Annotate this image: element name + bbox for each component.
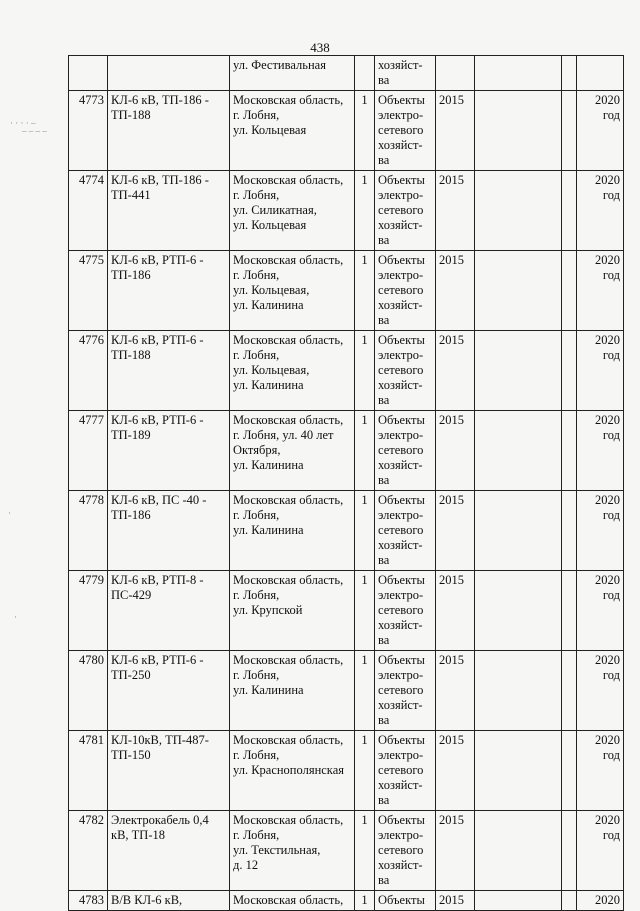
cell-number: 4777 [69,411,108,491]
cell-type: Объекты электро- сетевого хозяйст- ва [375,331,436,411]
table-row [69,491,624,571]
cell-name: КЛ-6 кВ, ТП-186 - ТП-188 [108,91,230,171]
cell-empty [475,251,562,331]
cell-year: 2015 [436,91,475,171]
cell-type: Объекты электро- сетевого хозяйст- ва [375,91,436,171]
cell-year: 2015 [436,571,475,651]
cell-quantity: 1 [355,411,375,491]
cell-year: 2015 [436,811,475,891]
cell-empty [475,171,562,251]
cell-empty [562,331,577,411]
table-row [69,811,624,891]
scan-margin-mark: – – – – [22,126,47,136]
cell-year [436,56,475,91]
table-row [69,251,624,331]
cell-type: Объекты электро- сетевого хозяйст- ва [375,411,436,491]
cell-term [577,56,624,91]
cell-type: Объекты электро- сетевого хозяйст- ва [375,571,436,651]
cell-term: 2020 год [577,651,624,731]
cell-quantity: 1 [355,491,375,571]
cell-empty [562,491,577,571]
cell-name: КЛ-6 кВ, ПС -40 - ТП-186 [108,491,230,571]
cell-quantity: 1 [355,251,375,331]
cell-number: 4775 [69,251,108,331]
cell-type: Объекты электро- сетевого хозяйст- ва [375,651,436,731]
cell-year: 2015 [436,411,475,491]
cell-empty [562,91,577,171]
table-row [69,651,624,731]
cell-quantity: 1 [355,651,375,731]
table-row [69,331,624,411]
cell-empty [475,56,562,91]
cell-name: КЛ-6 кВ, РТП-6 - ТП-186 [108,251,230,331]
cell-empty [562,651,577,731]
cell-type: Объекты электро- сетевого хозяйст- ва [375,251,436,331]
cell-name: В/В КЛ-6 кВ, [108,891,230,911]
cell-number: 4780 [69,651,108,731]
cell-year: 2015 [436,331,475,411]
table-row [69,731,624,811]
cell-address: ул. Фестивальная [230,56,355,91]
cell-empty [475,731,562,811]
cell-address: Московская область, г. Лобня, ул. Крупской [230,571,355,651]
cell-term: 2020 год [577,811,624,891]
cell-number: 4782 [69,811,108,891]
cell-address: Московская область, г. Лобня, ул. Кольцевая, ул. Калинина [230,251,355,331]
cell-address: Московская область, г. Лобня, ул. Текстильная, д. 12 [230,811,355,891]
cell-term: 2020 год [577,91,624,171]
cell-empty [562,891,577,911]
cell-term: 2020 год [577,171,624,251]
cell-year: 2015 [436,891,475,911]
cell-empty [475,891,562,911]
cell-quantity [355,56,375,91]
cell-term: 2020 год [577,331,624,411]
cell-empty [475,571,562,651]
cell-address: Московская область, [230,891,355,911]
cell-term: 2020 год [577,571,624,651]
cell-year: 2015 [436,171,475,251]
cell-empty [475,651,562,731]
scan-margin-mark: · · · · – [10,118,36,128]
cell-address: Московская область, г. Лобня, ул. Калинина [230,491,355,571]
cell-address: Московская область, г. Лобня, ул. 40 лет Октября, ул. Калинина [230,411,355,491]
cell-number: 4776 [69,331,108,411]
page-number: 438 [310,40,330,55]
cell-quantity: 1 [355,571,375,651]
cell-year: 2015 [436,651,475,731]
cell-name: КЛ-6 кВ, РТП-6 - ТП-189 [108,411,230,491]
cell-empty [475,331,562,411]
cell-number: 4781 [69,731,108,811]
cell-name: КЛ-6 кВ, РТП-6 - ТП-250 [108,651,230,731]
cell-number: 4774 [69,171,108,251]
registry-table [68,55,624,911]
cell-name: Электрокабель 0,4 кВ, ТП-18 [108,811,230,891]
cell-term: 2020 [577,891,624,911]
cell-quantity: 1 [355,811,375,891]
cell-type: Объекты электро- сетевого хозяйст- ва [375,811,436,891]
cell-address: Московская область, г. Лобня, ул. Калинина [230,651,355,731]
table-row [69,891,624,911]
cell-address: Московская область, г. Лобня, ул. Силикатная, ул. Кольцевая [230,171,355,251]
cell-name: КЛ-6 кВ, РТП-6 - ТП-188 [108,331,230,411]
scan-margin-mark: · [14,612,17,622]
cell-empty [475,91,562,171]
cell-type: Объекты электро- сетевого хозяйст- ва [375,731,436,811]
cell-empty [562,171,577,251]
cell-empty [562,56,577,91]
table-row [69,91,624,171]
cell-address: Московская область, г. Лобня, ул. Краснополянская [230,731,355,811]
cell-empty [475,411,562,491]
cell-type: Объекты электро- сетевого хозяйст- ва [375,171,436,251]
cell-quantity: 1 [355,91,375,171]
cell-name: КЛ-10кВ, ТП-487- ТП-150 [108,731,230,811]
cell-name [108,56,230,91]
cell-name: КЛ-6 кВ, ТП-186 - ТП-441 [108,171,230,251]
table-row [69,571,624,651]
table-row [69,411,624,491]
cell-quantity: 1 [355,171,375,251]
cell-empty [562,251,577,331]
cell-type: Объекты [375,891,436,911]
scan-margin-mark: · [8,508,11,518]
cell-empty [562,811,577,891]
cell-quantity: 1 [355,731,375,811]
cell-type: хозяйст- ва [375,56,436,91]
table-row-continued [69,56,624,91]
cell-number: 4778 [69,491,108,571]
cell-type: Объекты электро- сетевого хозяйст- ва [375,491,436,571]
cell-address: Московская область, г. Лобня, ул. Кольцевая, ул. Калинина [230,331,355,411]
cell-empty [475,811,562,891]
cell-year: 2015 [436,251,475,331]
cell-empty [562,411,577,491]
table-row [69,171,624,251]
cell-quantity: 1 [355,331,375,411]
cell-year: 2015 [436,491,475,571]
cell-term: 2020 год [577,491,624,571]
cell-name: КЛ-6 кВ, РТП-8 - ПС-429 [108,571,230,651]
cell-term: 2020 год [577,411,624,491]
cell-number: 4779 [69,571,108,651]
cell-empty [562,571,577,651]
cell-address: Московская область, г. Лобня, ул. Кольцевая [230,91,355,171]
cell-number: 4773 [69,91,108,171]
cell-term: 2020 год [577,251,624,331]
cell-number [69,56,108,91]
cell-quantity: 1 [355,891,375,911]
cell-year: 2015 [436,731,475,811]
cell-empty [562,731,577,811]
cell-number: 4783 [69,891,108,911]
cell-term: 2020 год [577,731,624,811]
cell-empty [475,491,562,571]
